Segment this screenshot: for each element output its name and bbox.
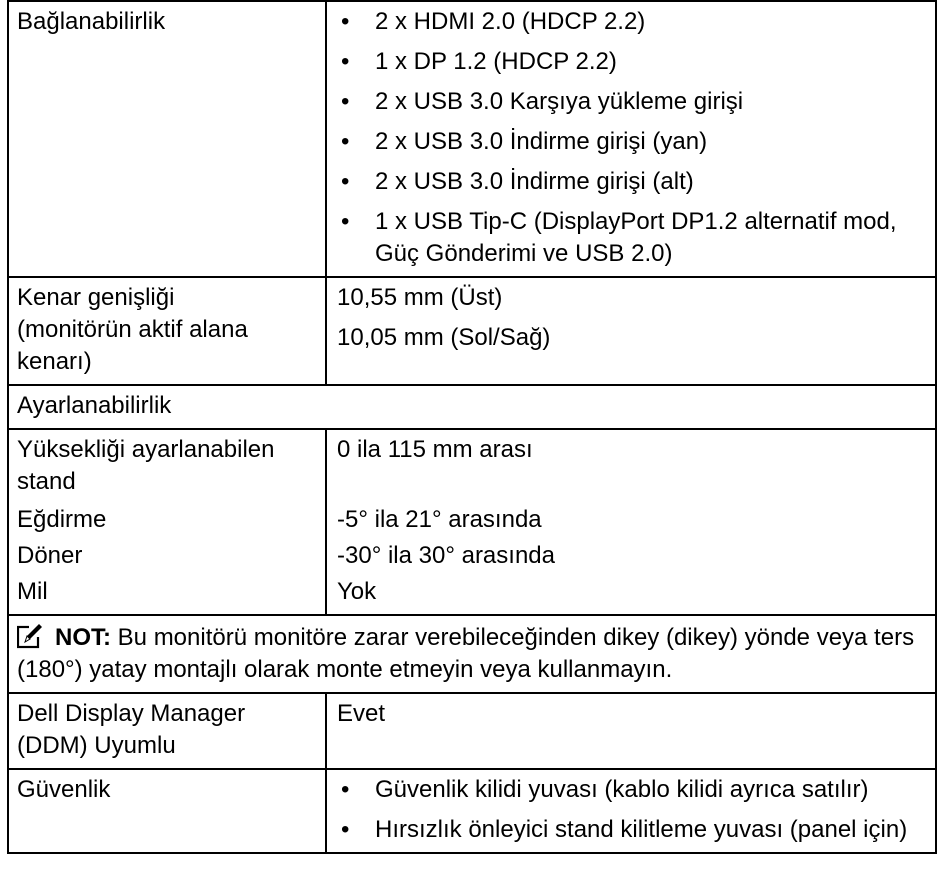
row-label: Eğdirme xyxy=(17,506,107,533)
label-cell xyxy=(8,277,326,385)
value-cell xyxy=(326,1,936,277)
label-cell xyxy=(8,1,326,277)
spec-table xyxy=(7,0,937,854)
row-value: 10,55 mm (Üst) xyxy=(337,284,503,311)
label-cell xyxy=(8,576,326,615)
list-item: • 2 x HDMI 2.0 (HDCP 2.2) xyxy=(337,6,925,38)
row-label: stand xyxy=(17,468,76,495)
security-list xyxy=(337,774,925,846)
row-label: Bağlanabilirlik xyxy=(17,8,166,35)
row-value: -30° ila 30° arasında xyxy=(337,542,555,569)
row-label: Yüksekliği ayarlanabilen xyxy=(17,436,275,463)
list-item: • Güvenlik kilidi yuvası (kablo kilidi ayrıca satılır) xyxy=(337,774,925,806)
table-row xyxy=(8,277,936,385)
row-label: (DDM) Uyumlu xyxy=(17,732,176,759)
value-cell xyxy=(326,504,936,540)
table-row xyxy=(8,540,936,576)
row-label: Güvenlik xyxy=(17,776,111,803)
table-row xyxy=(8,504,936,540)
pencil-note-icon xyxy=(17,623,43,649)
section-header xyxy=(8,385,936,429)
table-row xyxy=(8,1,936,277)
note-text: Bu monitörü monitöre zarar verebileceğinden dikey (dikey) yönde veya ters (180°) yatay montajlı olarak monte etmeyin veya kullanmayın. xyxy=(17,624,915,683)
list-item: • 2 x USB 3.0 İndirme girişi (alt) xyxy=(337,166,925,198)
table-row xyxy=(8,385,936,429)
value-cell xyxy=(326,277,936,385)
label-cell xyxy=(8,540,326,576)
label-cell xyxy=(8,769,326,853)
table-row xyxy=(8,769,936,853)
row-value: -5° ila 21° arasında xyxy=(337,506,542,533)
value-cell xyxy=(326,540,936,576)
note-label: NOT: xyxy=(55,624,111,651)
section-title: Ayarlanabilirlik xyxy=(17,392,172,419)
list-item: • Hırsızlık önleyici stand kilitleme yuvası (panel için) xyxy=(337,814,925,846)
list-item: • 1 x DP 1.2 (HDCP 2.2) xyxy=(337,46,925,78)
row-label: Döner xyxy=(17,542,83,569)
row-label: Mil xyxy=(17,578,48,605)
row-value: 10,05 mm (Sol/Sağ) xyxy=(337,324,551,351)
label-cell xyxy=(8,504,326,540)
table-row xyxy=(8,429,936,504)
note-cell xyxy=(8,615,936,693)
value-cell xyxy=(326,769,936,853)
connectivity-list xyxy=(337,6,925,270)
table-row xyxy=(8,693,936,769)
value-cell xyxy=(326,576,936,615)
list-item: • 1 x USB Tip-C (DisplayPort DP1.2 alternatif mod, Güç Gönderimi ve USB 2.0) xyxy=(337,206,925,270)
list-item: • 2 x USB 3.0 İndirme girişi (yan) xyxy=(337,126,925,158)
list-item: • 2 x USB 3.0 Karşıya yükleme girişi xyxy=(337,86,925,118)
value-cell xyxy=(326,429,936,504)
row-label: Dell Display Manager xyxy=(17,700,246,727)
row-label: Kenar genişliği xyxy=(17,284,175,311)
row-label: (monitörün aktif alana xyxy=(17,316,248,343)
row-label: kenarı) xyxy=(17,348,92,375)
row-value: Evet xyxy=(337,700,386,727)
label-cell xyxy=(8,693,326,769)
table-row xyxy=(8,615,936,693)
value-cell xyxy=(326,693,936,769)
row-value: 0 ila 115 mm arası xyxy=(337,436,533,463)
row-value: Yok xyxy=(337,578,377,605)
label-cell xyxy=(8,429,326,504)
table-row xyxy=(8,576,936,615)
